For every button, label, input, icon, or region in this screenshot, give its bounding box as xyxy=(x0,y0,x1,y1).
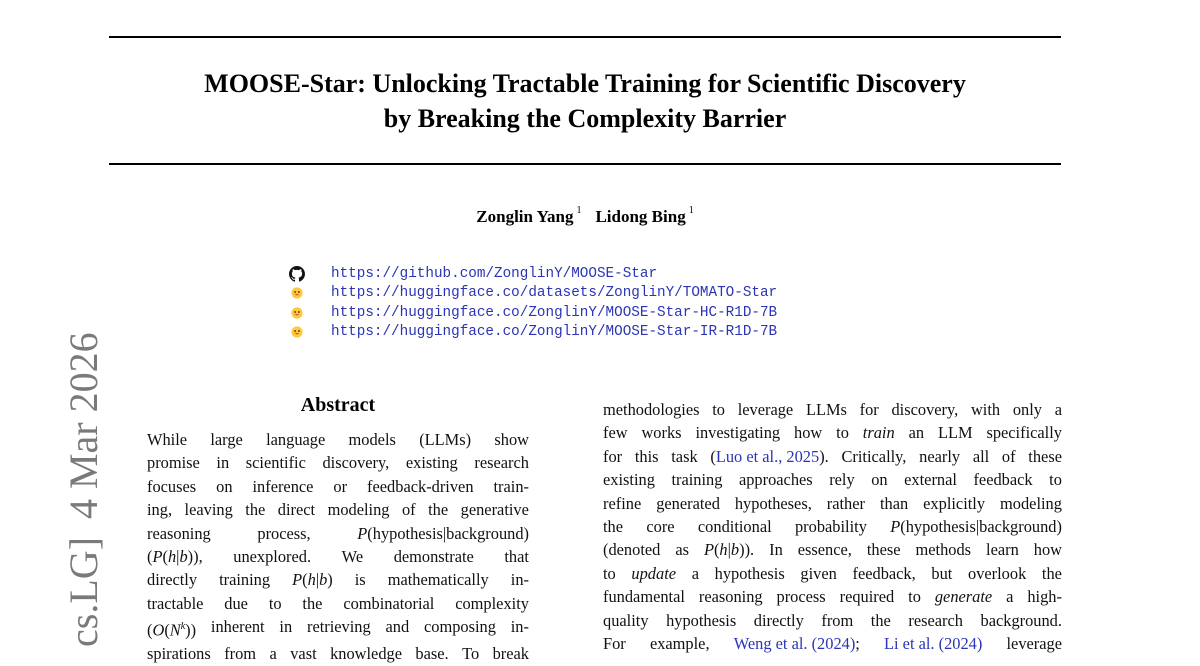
abstract-line xyxy=(147,592,529,615)
body-line xyxy=(603,562,1062,585)
body-word: how xyxy=(794,423,823,443)
resource-links xyxy=(288,264,777,342)
body-word: hypotheses, xyxy=(734,493,812,513)
title-bottom-rule xyxy=(109,163,1061,165)
abstract-word: ing, xyxy=(147,500,173,520)
abstract-word: research xyxy=(474,453,529,473)
body-word: but xyxy=(931,563,953,583)
body-word: the xyxy=(603,517,624,537)
body-word: high- xyxy=(1027,587,1062,607)
abstract-word: inherent xyxy=(210,617,265,637)
body-word: feedback xyxy=(973,470,1033,490)
title-top-rule xyxy=(109,36,1061,38)
body-line xyxy=(603,538,1062,561)
abstract-word: in xyxy=(279,617,293,637)
model-ir-link[interactable]: https://huggingface.co/ZonglinY/MOOSE-Star-IR-R1D-7B xyxy=(331,324,778,341)
body-word: to xyxy=(836,423,849,443)
body-word: overlook xyxy=(968,563,1027,583)
abstract-word: break xyxy=(492,644,529,664)
title-line-2: by Breaking the Complexity Barrier xyxy=(383,104,787,133)
body-word: explicitly xyxy=(923,493,986,513)
body-word: In xyxy=(769,540,783,560)
citation-link[interactable]: Luo et al., 2025 xyxy=(715,446,820,466)
abstract-word: modeling xyxy=(327,500,390,520)
abstract-word: $(O(N^k))$ xyxy=(147,620,197,640)
abstract-word: the xyxy=(428,500,449,520)
model-hc-link[interactable]: https://huggingface.co/ZonglinY/MOOSE-Star-HC-R1D-7B xyxy=(331,304,778,321)
body-word: directly xyxy=(753,610,804,630)
body-word: process xyxy=(776,587,826,607)
abstract-word: is xyxy=(354,570,366,590)
huggingface-icon xyxy=(288,323,306,341)
author-name: Zonglin Yang xyxy=(476,207,574,226)
abstract-word: composing xyxy=(424,617,496,637)
abstract-word: language xyxy=(266,430,326,449)
abstract-line xyxy=(147,642,529,665)
body-word: nearly xyxy=(919,446,961,466)
body-word: For xyxy=(603,634,626,654)
body-word: than xyxy=(879,493,909,513)
body-word: probability xyxy=(794,517,867,537)
abstract-word: P(h|b) xyxy=(292,570,333,590)
body-word: methodologies xyxy=(603,400,700,419)
body-word: train xyxy=(862,423,895,443)
body-word: LLM xyxy=(937,423,973,443)
body-word: update xyxy=(631,563,677,583)
body-word: LLMs xyxy=(805,400,847,419)
abstract-word: To xyxy=(462,644,480,664)
abstract-word: and xyxy=(385,617,410,637)
abstract-word: the xyxy=(245,500,266,520)
body-word: a xyxy=(691,563,699,583)
huggingface-icon xyxy=(288,304,306,322)
body-line xyxy=(603,468,1062,491)
body-word: leverage xyxy=(1006,634,1062,654)
body-word: research xyxy=(908,610,963,630)
abstract-line xyxy=(147,615,529,642)
abstract-word: leaving xyxy=(184,500,233,520)
github-repo-link[interactable]: https://github.com/ZonglinY/MOOSE-Star xyxy=(331,265,658,282)
abstract-word: models xyxy=(348,430,396,449)
body-word: modeling xyxy=(1000,493,1062,513)
abstract-word: promise xyxy=(147,453,200,473)
abstract-word: discovery, xyxy=(322,453,390,473)
body-word: Weng et al. (2024); xyxy=(733,634,860,654)
body-word: existing xyxy=(603,470,655,490)
body-word: example, xyxy=(649,634,710,654)
abstract-word: feedback-driven xyxy=(367,476,474,496)
body-word: fundamental xyxy=(603,587,685,607)
citation-link[interactable]: Weng et al. (2024) xyxy=(733,634,856,654)
abstract-word: While xyxy=(147,430,188,449)
abstract-line xyxy=(147,428,529,451)
body-word: reasoning xyxy=(698,587,763,607)
body-word: on xyxy=(871,470,888,490)
body-word: all xyxy=(972,446,990,466)
abstract-word: (P(h|b)), xyxy=(147,547,203,567)
body-word: rely xyxy=(829,470,855,490)
abstract-word: from xyxy=(224,644,257,664)
body-word: generated xyxy=(656,493,720,513)
citation-link[interactable]: Li et al. (2024) xyxy=(884,634,983,654)
abstract-word: unexplored. xyxy=(233,547,312,567)
abstract-word: process, xyxy=(257,523,311,543)
body-word: investigating xyxy=(695,423,781,443)
abstract-word: or xyxy=(333,476,348,496)
dataset-link[interactable]: https://huggingface.co/datasets/ZonglinY/TOMATO-Star xyxy=(331,285,778,302)
author-name: Lidong Bing xyxy=(595,207,686,226)
abstract-word: a xyxy=(269,644,277,664)
abstract-word: direct xyxy=(277,500,316,520)
abstract-line xyxy=(147,498,529,521)
abstract-word: that xyxy=(504,547,529,567)
abstract-word: the xyxy=(302,593,323,613)
author-list xyxy=(0,207,1170,227)
link-row-huggingface xyxy=(288,323,777,343)
body-word: quality xyxy=(603,610,649,630)
link-row-huggingface xyxy=(288,303,777,323)
body-word: for xyxy=(603,446,623,466)
body-word: hypothesis xyxy=(666,610,737,630)
abstract-word: of xyxy=(401,500,416,520)
abstract-word: demonstrate xyxy=(393,547,474,567)
body-word: external xyxy=(904,470,957,490)
body-word: Critically, xyxy=(841,446,907,466)
abstract-word: show xyxy=(494,430,529,449)
author-affiliation: 1 xyxy=(688,205,694,217)
body-word: core xyxy=(646,517,675,537)
abstract-text xyxy=(147,428,529,666)
abstract-word: knowledge xyxy=(330,644,402,664)
abstract-word: training xyxy=(219,570,271,590)
body-word: refine xyxy=(603,493,642,513)
body-word: only xyxy=(1012,400,1042,419)
abstract-line xyxy=(147,545,529,568)
body-word: a xyxy=(1006,587,1014,607)
abstract-word: tractable xyxy=(147,593,204,613)
link-row-huggingface xyxy=(288,284,777,304)
body-word: rather xyxy=(826,493,865,513)
body-word: training xyxy=(671,470,723,490)
abstract-word: inference xyxy=(252,476,314,496)
body-word: these xyxy=(866,540,901,560)
body-line xyxy=(603,585,1062,608)
abstract-word: in xyxy=(216,453,230,473)
abstract-word: focuses xyxy=(147,476,197,496)
body-word: learn xyxy=(986,540,1019,560)
body-word: (denoted xyxy=(603,540,661,560)
abstract-word: reasoning xyxy=(147,523,211,543)
abstract-word: existing xyxy=(405,453,458,473)
abstract-word: directly xyxy=(147,570,198,590)
title-line-1: MOOSE-Star: Unlocking Tractable Training for Scientific Discovery xyxy=(204,69,966,98)
author-affiliation: 1 xyxy=(576,205,582,217)
body-word: methods xyxy=(915,540,972,560)
body-word: these xyxy=(1028,446,1062,466)
intro-text xyxy=(603,398,1062,655)
abstract-word: mathematically xyxy=(387,570,489,590)
body-line xyxy=(603,515,1062,538)
body-word: the xyxy=(870,610,891,630)
body-word: of xyxy=(1001,446,1016,466)
abstract-heading: Abstract xyxy=(300,394,376,416)
body-word: to xyxy=(603,563,616,583)
abstract-word: base. xyxy=(415,644,449,664)
body-word: discovery, xyxy=(891,400,959,419)
abstract-word: retrieving xyxy=(306,617,371,637)
body-word: to xyxy=(712,400,725,419)
abstract-word: large xyxy=(210,430,243,449)
body-word: P(h|b)). xyxy=(703,540,755,560)
body-word: with xyxy=(970,400,1001,419)
abstract-line xyxy=(147,522,529,545)
arxiv-category: cs.LG] xyxy=(61,537,106,647)
body-line xyxy=(603,398,1062,421)
abstract-word: (LLMs) xyxy=(419,430,472,449)
body-word xyxy=(884,632,982,655)
arxiv-date: 4 Mar 2026 xyxy=(61,332,106,520)
abstract-word: in- xyxy=(510,570,529,590)
abstract-word: scientific xyxy=(245,453,306,473)
github-icon xyxy=(288,265,306,283)
body-word: this xyxy=(634,446,659,466)
body-word: few xyxy=(603,423,628,443)
body-line xyxy=(603,492,1062,515)
abstract-word: combinatorial xyxy=(343,593,435,613)
abstract-word: to xyxy=(268,593,282,613)
body-word: how xyxy=(1033,540,1062,560)
abstract-line xyxy=(147,451,529,474)
abstract-word: P(hypothesis|background) xyxy=(357,523,529,543)
body-word: the xyxy=(1041,563,1062,583)
abstract-word: on xyxy=(216,476,233,496)
body-word: feedback, xyxy=(852,563,916,583)
link-row-github xyxy=(288,264,777,284)
body-word: background. xyxy=(980,610,1062,630)
body-word: P(hypothesis|background) xyxy=(890,517,1062,537)
abstract-word: complexity xyxy=(455,593,529,613)
huggingface-icon xyxy=(288,284,306,302)
abstract-word: We xyxy=(341,547,364,567)
body-word: a xyxy=(1054,400,1062,419)
body-line xyxy=(603,421,1062,444)
body-word: required xyxy=(839,587,895,607)
body-line xyxy=(603,609,1062,632)
body-word: from xyxy=(821,610,854,630)
body-word: conditional xyxy=(697,517,772,537)
body-word: for xyxy=(859,400,879,419)
body-word: task xyxy=(671,446,698,466)
abstract-word: generative xyxy=(460,500,529,520)
body-word: generate xyxy=(934,587,993,607)
body-word: essence, xyxy=(797,540,852,560)
body-word: an xyxy=(908,423,925,443)
body-word: as xyxy=(675,540,689,560)
abstract-line xyxy=(147,568,529,591)
abstract-word: vast xyxy=(290,644,317,664)
abstract-word: train- xyxy=(493,476,529,496)
body-word: to xyxy=(908,587,921,607)
abstract-word: in- xyxy=(510,617,529,637)
abstract-word: spirations xyxy=(147,644,211,664)
abstract-word: due xyxy=(224,593,248,613)
body-line xyxy=(603,632,1062,655)
body-word: to xyxy=(1049,470,1062,490)
body-word: hypothesis xyxy=(714,563,785,583)
body-line xyxy=(603,445,1062,468)
body-word: given xyxy=(800,563,837,583)
body-word: works xyxy=(641,423,682,443)
body-word: approaches xyxy=(738,470,813,490)
body-word: leverage xyxy=(737,400,794,419)
arxiv-stamp xyxy=(61,314,106,647)
body-word: specifically xyxy=(986,423,1062,443)
body-word: (Luo et al., 2025). xyxy=(710,446,829,466)
abstract-line xyxy=(147,475,529,498)
paper-title xyxy=(109,66,1061,136)
